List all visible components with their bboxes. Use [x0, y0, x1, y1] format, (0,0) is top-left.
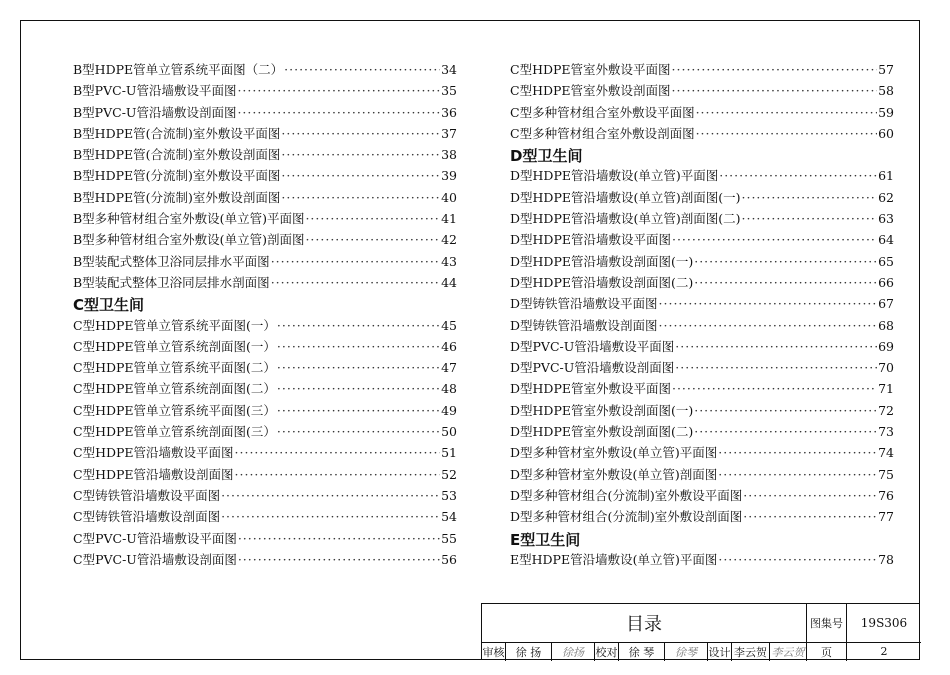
dot-leader — [694, 275, 877, 290]
toc-entry-title: C型HDPE管单立管系统剖面图(一） — [73, 338, 276, 354]
design-signature: 李云贺 — [770, 642, 807, 661]
toc-entry — [510, 166, 894, 187]
toc-entry — [73, 358, 457, 379]
section-heading: D型卫生间 — [510, 147, 583, 166]
toc-entry-page: 73 — [878, 424, 894, 440]
toc-entry-page: 37 — [441, 125, 457, 141]
atlas-label: 图集号 — [807, 604, 847, 642]
toc-entry — [510, 443, 894, 464]
toc-entry-page: 56 — [441, 551, 457, 567]
toc-entry — [510, 358, 894, 379]
toc-left-column — [73, 60, 457, 571]
dot-leader — [281, 168, 440, 183]
toc-entry-title: D型铸铁管沿墙敷设剖面图 — [510, 317, 658, 333]
toc-entry — [73, 316, 457, 337]
title-block — [481, 603, 920, 660]
dot-leader — [742, 211, 878, 226]
toc-entry-title: C型HDPE管单立管系统平面图(一） — [73, 317, 276, 333]
toc-entry — [73, 443, 457, 464]
toc-entry-title: B型PVC-U管沿墙敷设平面图 — [73, 83, 237, 99]
toc-entry-title: D型HDPE管沿墙敷设剖面图(一) — [510, 253, 694, 269]
review-name: 徐 扬 — [506, 642, 552, 661]
dot-leader — [277, 318, 440, 333]
dot-leader — [271, 275, 440, 290]
toc-entry — [73, 188, 457, 209]
toc-entry-title: B型多种管材组合室外敷设(单立管)剖面图 — [73, 232, 305, 248]
dot-leader — [672, 83, 878, 98]
toc-entry — [73, 60, 457, 81]
toc-entry-page: 46 — [441, 338, 457, 354]
toc-entry-page: 65 — [878, 253, 894, 269]
toc-entry — [73, 145, 457, 166]
toc-entry — [510, 550, 894, 571]
toc-entry-title: B型PVC-U管沿墙敷设剖面图 — [73, 104, 237, 120]
toc-entry-page: 72 — [878, 402, 894, 418]
toc-entry-page: 40 — [441, 189, 457, 205]
check-label: 校对 — [595, 642, 619, 661]
toc-entry-title: C型HDPE管单立管系统平面图(二） — [73, 360, 276, 376]
section-heading: C型卫生间 — [73, 296, 145, 315]
toc-entry-page: 47 — [441, 360, 457, 376]
dot-leader — [718, 445, 877, 460]
toc-entry — [510, 379, 894, 400]
toc-entry-title: C型HDPE管单立管系统平面图(三） — [73, 402, 276, 418]
toc-entry — [73, 252, 457, 273]
dot-leader — [672, 232, 877, 247]
dot-leader — [281, 190, 440, 205]
dot-leader — [284, 62, 440, 77]
toc-entry-title: D型PVC-U管沿墙敷设剖面图 — [510, 360, 675, 376]
dot-leader — [281, 147, 440, 162]
toc-entry-page: 48 — [441, 381, 457, 397]
toc-entry-page: 54 — [441, 509, 457, 525]
toc-entry — [510, 401, 894, 422]
toc-entry-page: 45 — [441, 317, 457, 333]
toc-entry — [73, 273, 457, 294]
dot-leader — [281, 126, 440, 141]
toc-entry-title: B型HDPE管单立管系统平面图（二） — [73, 62, 284, 77]
toc-entry — [510, 337, 894, 358]
toc-entry — [510, 209, 894, 230]
toc-entry — [510, 422, 894, 443]
dot-leader — [277, 381, 440, 396]
toc-entry-page: 53 — [441, 487, 457, 503]
toc-entry — [510, 486, 894, 507]
toc-entry — [73, 422, 457, 443]
toc-entry-title: C型HDPE管室外敷设平面图 — [510, 62, 671, 77]
dot-leader — [277, 360, 440, 375]
toc-entry-page: 49 — [441, 402, 457, 418]
catalog-title: 目录 — [482, 604, 807, 642]
dot-leader — [675, 339, 877, 354]
dot-leader — [235, 445, 441, 460]
dot-leader — [237, 83, 440, 98]
toc-entry-page: 44 — [441, 274, 457, 290]
toc-entry-page: 58 — [878, 83, 894, 99]
dot-leader — [277, 424, 440, 439]
toc-entry — [510, 81, 894, 102]
toc-entry-title: C型多种管材组合室外敷设平面图 — [510, 104, 695, 120]
toc-entry-page: 59 — [878, 104, 894, 120]
toc-entry — [73, 124, 457, 145]
toc-entry — [73, 507, 457, 528]
section-heading: E型卫生间 — [510, 530, 581, 549]
toc-entry-title: B型装配式整体卫浴同层排水剖面图 — [73, 274, 270, 290]
dot-leader — [743, 509, 877, 524]
page-label: 页 — [807, 642, 847, 661]
dot-leader — [694, 254, 877, 269]
toc-entry-page: 64 — [878, 232, 894, 248]
dot-leader — [672, 62, 878, 77]
dot-leader — [742, 190, 878, 205]
dot-leader — [719, 168, 877, 183]
toc-entry-title: D型HDPE管沿墙敷设(单立管)平面图 — [510, 168, 719, 184]
toc-entry — [73, 465, 457, 486]
toc-entry-title: B型HDPE管(合流制)室外敷设剖面图 — [73, 147, 281, 163]
toc-entry — [510, 124, 894, 145]
toc-entry-page: 55 — [441, 530, 457, 546]
dot-leader — [694, 424, 877, 439]
toc-entry-page: 75 — [878, 466, 894, 482]
toc-entry-page: 67 — [878, 296, 894, 312]
toc-entry-title: D型HDPE管沿墙敷设剖面图(二) — [510, 274, 694, 290]
toc-entry — [73, 486, 457, 507]
dot-leader — [672, 381, 877, 396]
dot-leader — [675, 360, 877, 375]
toc-entry — [73, 337, 457, 358]
toc-entry-title: B型多种管材组合室外敷设(单立管)平面图 — [73, 211, 305, 227]
toc-entry-title: D型多种管材室外敷设(单立管)剖面图 — [510, 466, 718, 482]
dot-leader — [718, 552, 877, 567]
toc-entry — [73, 401, 457, 422]
dot-leader — [718, 467, 877, 482]
dot-leader — [659, 318, 878, 333]
dot-leader — [305, 232, 440, 247]
toc-entry-page: 76 — [878, 487, 894, 503]
dot-leader — [694, 403, 877, 418]
toc-entry-title: D型HDPE管沿墙敷设(单立管)剖面图(一) — [510, 189, 741, 205]
toc-entry — [510, 60, 894, 81]
dot-leader — [235, 467, 441, 482]
toc-entry-page: 60 — [878, 125, 894, 141]
dot-leader — [237, 105, 440, 120]
toc-entry-page: 51 — [441, 445, 457, 461]
dot-leader — [221, 488, 440, 503]
toc-entry-page: 63 — [878, 211, 894, 227]
review-signature: 徐扬 — [552, 642, 595, 661]
toc-entry-title: E型HDPE管沿墙敷设(单立管)平面图 — [510, 551, 718, 567]
toc-entry-page: 50 — [441, 424, 457, 440]
dot-leader — [305, 211, 440, 226]
toc-entry — [73, 166, 457, 187]
toc-entry-title: C型PVC-U管沿墙敷设平面图 — [73, 530, 237, 546]
dot-leader — [277, 403, 440, 418]
toc-entry-page: 66 — [878, 274, 894, 290]
dot-leader — [743, 488, 877, 503]
toc-entry-page: 69 — [878, 338, 894, 354]
toc-entry — [73, 529, 457, 550]
toc-entry-title: C型铸铁管沿墙敷设剖面图 — [73, 509, 221, 525]
toc-entry-title: D型HDPE管沿墙敷设平面图 — [510, 232, 671, 248]
toc-entry-page: 52 — [441, 466, 457, 482]
toc-entry-page: 61 — [878, 168, 894, 184]
toc-entry — [73, 103, 457, 124]
design-label: 设计 — [708, 642, 732, 661]
toc-entry-title: C型HDPE管沿墙敷设平面图 — [73, 445, 234, 461]
toc-entry-page: 62 — [878, 189, 894, 205]
toc-entry-page: 41 — [441, 211, 457, 227]
toc-entry — [510, 273, 894, 294]
toc-entry — [73, 379, 457, 400]
dot-leader — [659, 296, 878, 311]
toc-entry-page: 38 — [441, 147, 457, 163]
toc-entry-page: 34 — [441, 62, 457, 77]
toc-entry-page: 74 — [878, 445, 894, 461]
toc-entry-title: D型多种管材组合(分流制)室外敷设剖面图 — [510, 509, 743, 525]
toc-entry-title: C型HDPE管单立管系统剖面图(三） — [73, 424, 276, 440]
toc-entry-page: 43 — [441, 253, 457, 269]
toc-entry-title: C型多种管材组合室外敷设剖面图 — [510, 125, 695, 141]
check-signature: 徐琴 — [665, 642, 708, 661]
toc-entry-title: C型HDPE管单立管系统剖面图(二） — [73, 381, 276, 397]
toc-entry-page: 35 — [441, 83, 457, 99]
toc-entry-title: B型HDPE管(分流制)室外敷设平面图 — [73, 168, 281, 184]
toc-entry-title: D型HDPE管室外敷设剖面图(二) — [510, 424, 694, 440]
toc-entry-title: D型多种管材组合(分流制)室外敷设平面图 — [510, 487, 743, 503]
toc-entry-page: 39 — [441, 168, 457, 184]
toc-entry-title: D型HDPE管室外敷设剖面图(一) — [510, 402, 694, 418]
toc-entry — [510, 507, 894, 528]
toc-entry-title: D型HDPE管室外敷设平面图 — [510, 381, 671, 397]
design-name: 李云贺 — [732, 642, 770, 661]
toc-entry — [73, 209, 457, 230]
toc-entry-page: 42 — [441, 232, 457, 248]
toc-entry-page: 70 — [878, 360, 894, 376]
toc-entry-page: 77 — [878, 509, 894, 525]
toc-entry — [510, 103, 894, 124]
dot-leader — [277, 339, 440, 354]
toc-entry-title: D型铸铁管沿墙敷设平面图 — [510, 296, 658, 312]
dot-leader — [696, 105, 878, 120]
dot-leader — [238, 552, 440, 567]
toc-entry-title: C型HDPE管室外敷设剖面图 — [510, 83, 671, 99]
dot-leader — [271, 254, 440, 269]
check-name: 徐 琴 — [619, 642, 665, 661]
toc-entry-page: 57 — [878, 62, 894, 77]
toc-right-column — [510, 60, 894, 571]
toc-entry-title: B型HDPE管(合流制)室外敷设平面图 — [73, 125, 281, 141]
toc-entry-title: B型HDPE管(分流制)室外敷设剖面图 — [73, 189, 281, 205]
toc-entry-page: 78 — [878, 551, 894, 567]
toc-entry-page: 71 — [878, 381, 894, 397]
toc-entry — [510, 252, 894, 273]
toc-entry-title: D型多种管材室外敷设(单立管)平面图 — [510, 445, 718, 461]
toc-entry-title: C型HDPE管沿墙敷设剖面图 — [73, 466, 234, 482]
dot-leader — [221, 509, 440, 524]
toc-entry — [73, 230, 457, 251]
toc-entry-title: D型HDPE管沿墙敷设(单立管)剖面图(二) — [510, 211, 741, 227]
page-number: 2 — [880, 645, 888, 658]
toc-entry — [510, 294, 894, 315]
atlas-number: 19S306 — [860, 616, 908, 630]
toc-entry — [510, 316, 894, 337]
dot-leader — [696, 126, 878, 141]
toc-entry — [510, 230, 894, 251]
toc-entry — [73, 550, 457, 571]
dot-leader — [238, 531, 440, 546]
toc-entry-page: 68 — [878, 317, 894, 333]
toc-entry — [510, 188, 894, 209]
toc-entry — [73, 81, 457, 102]
toc-entry-title: C型PVC-U管沿墙敷设剖面图 — [73, 551, 237, 567]
toc-entry — [510, 465, 894, 486]
review-label: 审核 — [482, 642, 506, 661]
toc-entry-title: D型PVC-U管沿墙敷设平面图 — [510, 338, 675, 354]
toc-entry-title: C型铸铁管沿墙敷设平面图 — [73, 487, 221, 503]
toc-entry-page: 36 — [441, 104, 457, 120]
toc-entry-title: B型装配式整体卫浴同层排水平面图 — [73, 253, 270, 269]
